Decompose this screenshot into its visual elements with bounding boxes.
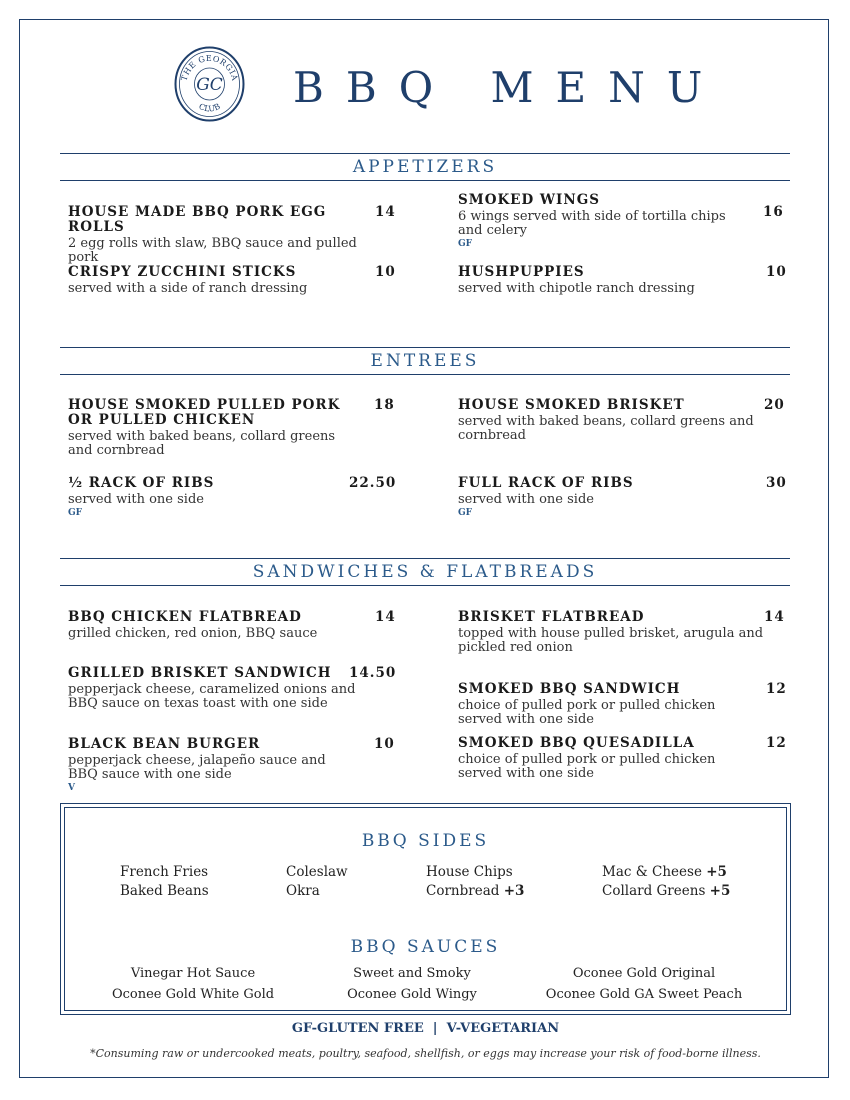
item-price: 16 <box>763 204 784 220</box>
side-item: Cornbread +3 <box>426 883 525 899</box>
menu-item: SMOKED BBQ QUESADILLA choice of pulled pork or pulled chicken served with one side <box>458 735 716 781</box>
sides-heading: BBQ SIDES <box>361 831 490 851</box>
item-price: 18 <box>374 397 395 413</box>
menu-item: GRILLED BRISKET SANDWICH pepperjack cheese, caramelized onions and BBQ sauce on texas toast with one side <box>68 665 356 711</box>
menu-item: CRISPY ZUCCHINI STICKS served with a side of ranch dressing <box>68 264 308 296</box>
food-safety-disclaimer: *Consuming raw or undercooked meats, poultry, seafood, shellfish, or eggs may increase your risk of food-borne illness. <box>90 1047 761 1060</box>
gluten-free-tag: GF <box>458 239 473 249</box>
gluten-free-tag: GF <box>68 508 83 518</box>
menu-item: HOUSE SMOKED PULLED PORK OR PULLED CHICKEN served with baked beans, collard greens and cornbread <box>68 397 341 458</box>
sauce-item: Oconee Gold GA Sweet Peach <box>545 987 743 1002</box>
sauce-item: Oconee Gold Original <box>572 966 716 981</box>
side-item: Collard Greens +5 <box>602 883 731 899</box>
item-price: 22.50 <box>349 475 397 491</box>
item-price: 14.50 <box>349 665 397 681</box>
side-item: Coleslaw <box>286 864 348 880</box>
menu-item: HOUSE MADE BBQ PORK EGG ROLLS 2 egg rolls with slaw, BBQ sauce and pulled pork <box>68 204 357 265</box>
dietary-legend: GF-GLUTEN FREE | V-VEGETARIAN <box>291 1021 560 1036</box>
sauce-item: Oconee Gold White Gold <box>111 987 275 1002</box>
side-item: French Fries <box>120 864 209 880</box>
item-price: 14 <box>764 609 785 625</box>
menu-item: SMOKED BBQ SANDWICH choice of pulled pork or pulled chicken served with one side <box>458 681 716 727</box>
gluten-free-tag: GF <box>458 508 473 518</box>
menu-item: FULL RACK OF RIBS served with one side GF <box>458 476 748 518</box>
svg-text:GC: GC <box>196 75 223 95</box>
menu-item: HUSHPUPPIES served with chipotle ranch dressing <box>458 264 695 296</box>
vegetarian-tag: V <box>68 783 75 793</box>
item-price: 10 <box>374 736 395 752</box>
item-price: 10 <box>375 264 396 280</box>
side-item: House Chips <box>426 864 513 880</box>
svg-text:THE GEORGIA: THE GEORGIA <box>179 53 240 82</box>
item-price: 20 <box>764 397 785 413</box>
sauce-item: Vinegar Hot Sauce <box>130 966 256 981</box>
sauce-item: Oconee Gold Wingy <box>347 987 477 1002</box>
menu-item: ½ RACK OF RIBS served with one side GF <box>68 476 338 518</box>
appetizers-header: APPETIZERS <box>60 153 790 181</box>
entrees-header: ENTREES <box>60 347 790 375</box>
item-price: 14 <box>375 609 396 625</box>
side-item: Mac & Cheese +5 <box>602 864 727 880</box>
menu-item: BBQ CHICKEN FLATBREAD grilled chicken, red onion, BBQ sauce <box>68 609 318 641</box>
georgia-club-logo <box>174 46 245 122</box>
menu-item: HOUSE SMOKED BRISKET served with baked beans, collard greens and cornbread <box>458 397 754 443</box>
item-price: 14 <box>375 204 396 220</box>
item-price: 12 <box>766 681 787 697</box>
side-item: Okra <box>286 883 320 899</box>
sandwiches-header: SANDWICHES & FLATBREADS <box>60 558 790 586</box>
menu-item: BRISKET FLATBREAD topped with house pulled brisket, arugula and pickled red onion <box>458 609 764 655</box>
menu-item: BLACK BEAN BURGER pepperjack cheese, jalapeño sauce and BBQ sauce with one side V <box>68 737 348 793</box>
sauces-heading: BBQ SAUCES <box>350 937 501 957</box>
menu-item: SMOKED WINGS 6 wings served with side of tortilla chips and celery GF <box>458 193 748 249</box>
item-price: 12 <box>766 735 787 751</box>
item-price: 10 <box>766 264 787 280</box>
svg-text:CLUB: CLUB <box>197 101 222 114</box>
sauce-item: Sweet and Smoky <box>353 966 471 981</box>
item-price: 30 <box>766 475 787 491</box>
menu-title: BBQ MENU <box>293 63 725 112</box>
side-item: Baked Beans <box>120 883 209 899</box>
